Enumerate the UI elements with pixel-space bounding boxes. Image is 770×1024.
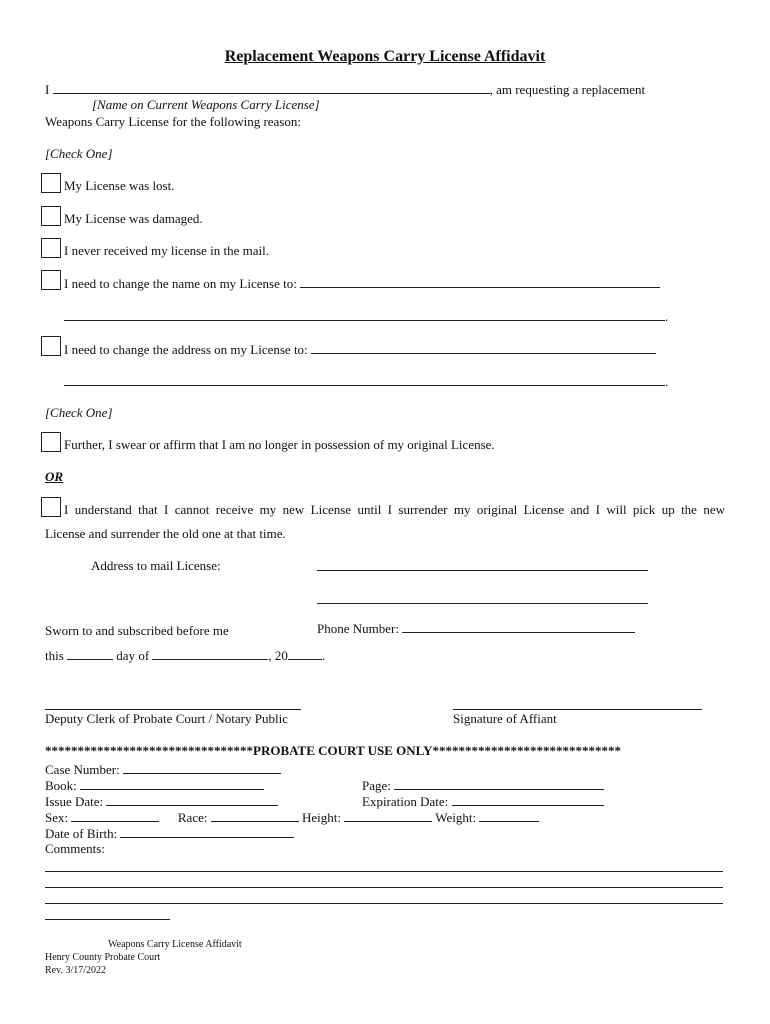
intro-suffix: , am requesting a replacement <box>489 82 646 97</box>
expiration-date-line[interactable] <box>452 793 604 806</box>
dob-line[interactable] <box>120 825 294 838</box>
surrender-line2: License and surrender the old one at that time. <box>45 526 286 541</box>
reason-damaged: My License was damaged. <box>64 211 203 226</box>
sworn-line2: this day of , 20 . <box>45 648 326 663</box>
comments-line-1[interactable] <box>45 859 723 876</box>
book-line[interactable] <box>80 777 264 790</box>
expiration-date-row: Expiration Date: <box>362 793 604 810</box>
month-line[interactable] <box>152 647 268 660</box>
book-row: Book: <box>45 777 264 794</box>
phone-label: Phone Number: <box>317 621 399 636</box>
mail-address-line-1[interactable] <box>317 558 648 575</box>
checkbox-lost[interactable] <box>41 173 61 193</box>
check-one-label-2: [Check One] <box>45 405 113 420</box>
check-one-label: [Check One] <box>45 146 113 161</box>
phone-row <box>317 620 635 637</box>
intro-prefix: I <box>45 82 50 97</box>
new-name-line[interactable] <box>300 275 660 288</box>
comments-label: Comments: <box>45 841 105 856</box>
swear-text: Further, I swear or affirm that I am no longer in possession of my original License. <box>64 437 495 452</box>
new-name-line-2[interactable] <box>64 308 665 321</box>
sworn-line1: Sworn to and subscribed before me <box>45 623 229 638</box>
race-line[interactable] <box>211 809 299 822</box>
comments-line-4[interactable] <box>45 907 170 924</box>
sex-line[interactable] <box>71 809 159 822</box>
checkbox-surrender[interactable] <box>41 497 61 517</box>
name-hint: [Name on Current Weapons Carry License] <box>92 97 320 112</box>
phone-line[interactable] <box>402 620 635 633</box>
new-name-continuation <box>64 308 668 325</box>
checkbox-swear[interactable] <box>41 432 61 452</box>
checkbox-change-address[interactable] <box>41 336 61 356</box>
checkbox-not-received[interactable] <box>41 238 61 258</box>
checkbox-damaged[interactable] <box>41 206 61 226</box>
day-line[interactable] <box>67 647 113 660</box>
name-field-line[interactable] <box>53 81 490 94</box>
reason-not-received: I never received my license in the mail. <box>64 243 270 258</box>
comments-line-3[interactable] <box>45 891 723 908</box>
reason-change-name-line <box>64 275 660 292</box>
footer-revision: Rev. 3/17/2022 <box>45 965 107 976</box>
reason-change-address-line <box>64 341 656 358</box>
mail-label: Address to mail License: <box>91 558 221 573</box>
reason-change-name: I need to change the name on my License to: <box>64 276 297 291</box>
or-label: OR <box>45 469 64 484</box>
document-title: Replacement Weapons Carry License Affidavit <box>224 48 546 65</box>
reason-lost: My License was lost. <box>64 178 175 193</box>
issue-date-row: Issue Date: <box>45 793 278 810</box>
period: . <box>665 374 669 389</box>
intro-line <box>45 81 645 98</box>
year-line[interactable] <box>288 647 322 660</box>
mail-address-line-2[interactable] <box>317 591 648 608</box>
clerk-signature-label: Deputy Clerk of Probate Court / Notary Public <box>45 711 288 726</box>
page-line[interactable] <box>394 777 604 790</box>
case-number-row: Case Number: <box>45 761 281 778</box>
new-address-line[interactable] <box>311 341 656 354</box>
probate-header: ********************************PROBATE COURT USE ONLY***************************** <box>45 743 622 758</box>
dob-row: Date of Birth: <box>45 825 294 842</box>
new-address-line-2[interactable] <box>64 373 665 386</box>
sex-race-row: Sex: Race: Height: Weight: <box>45 809 539 826</box>
new-address-continuation <box>64 373 668 390</box>
affiant-signature-label: Signature of Affiant <box>453 711 557 726</box>
surrender-line1: I understand that I cannot receive my new License until I surrender my original License and I will pick up the new <box>64 502 725 517</box>
comments-line-2[interactable] <box>45 875 723 892</box>
page-row: Page: <box>362 777 604 794</box>
checkbox-change-name[interactable] <box>41 270 61 290</box>
intro-line2: Weapons Carry License for the following reason: <box>45 114 301 129</box>
case-number-line[interactable] <box>123 761 281 774</box>
footer-form-name: Weapons Carry License Affidavit <box>108 939 242 950</box>
reason-change-address: I need to change the address on my License to: <box>64 342 308 357</box>
weight-line[interactable] <box>479 809 539 822</box>
issue-date-line[interactable] <box>106 793 278 806</box>
period: . <box>665 309 669 324</box>
height-line[interactable] <box>344 809 432 822</box>
footer-court: Henry County Probate Court <box>45 952 161 963</box>
